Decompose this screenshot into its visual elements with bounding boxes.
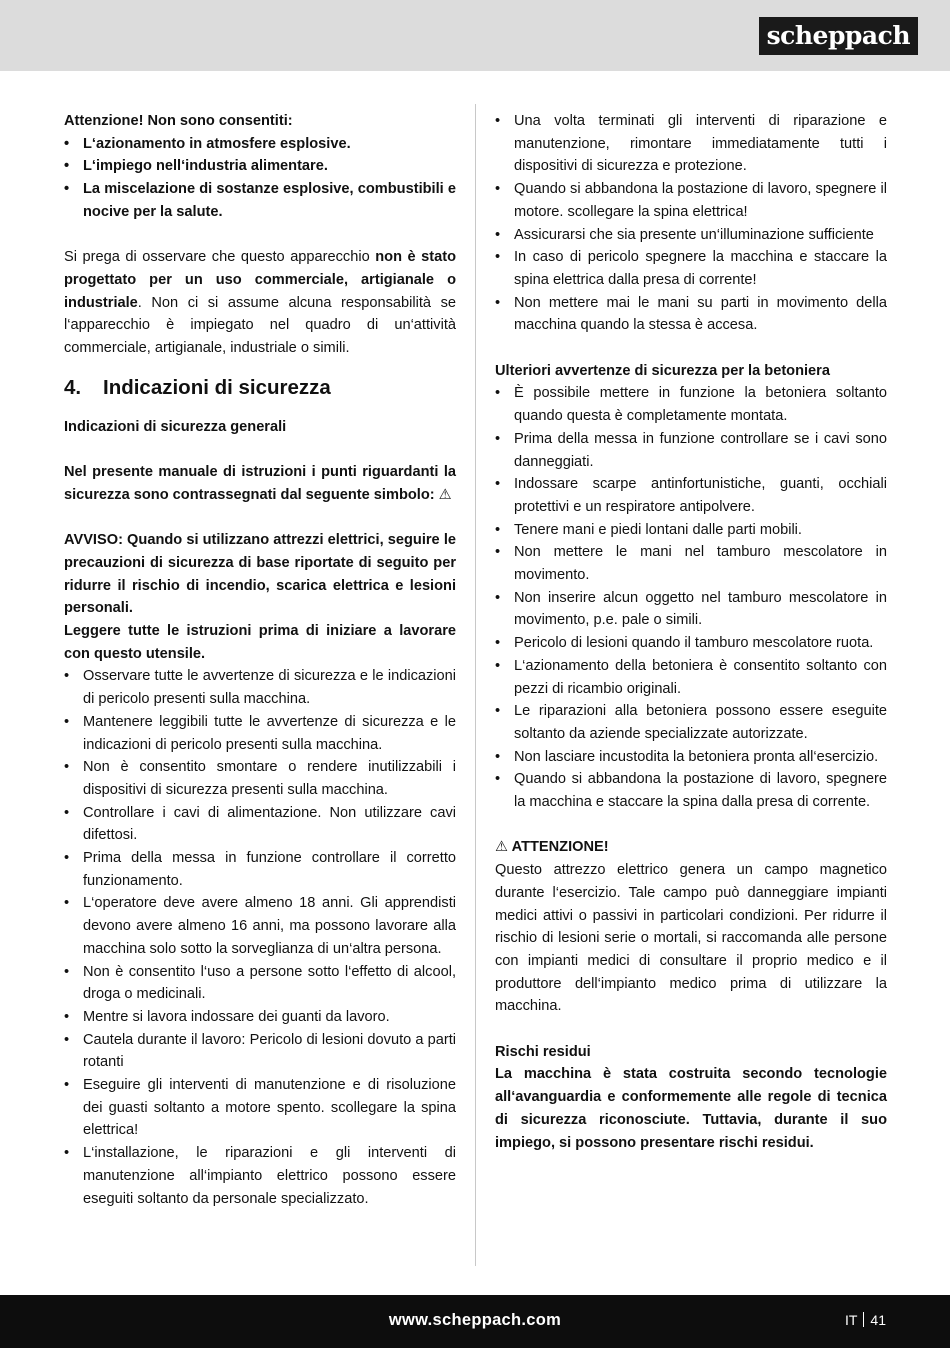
list-item: • Non mettere mai le mani su parti in movimento della macchina quando la stessa è accesa. [495, 292, 887, 337]
list-item: • Assicurarsi che sia presente un‘illuminazione sufficiente [495, 224, 887, 247]
list-item: • L‘impiego nell‘industria alimentare. [64, 155, 456, 178]
symbol-intro: Nel presente manuale di istruzioni i punti riguardanti la sicurezza sono contrassegnati dal seguente simbolo: ⚠ [64, 464, 456, 503]
list-item: • Quando si abbandona la postazione di lavoro, spegnere il motore. scollegare la spina elettrica! [495, 178, 887, 223]
list-item: • Non è consentito l‘uso a persone sotto l‘effetto di alcool, droga o medicinali. [64, 961, 456, 1006]
list-item: • L‘azionamento in atmosfere esplosive. [64, 133, 456, 156]
list-item: • Pericolo di lesioni quando il tamburo mescolatore ruota. [495, 632, 887, 655]
list-item: • Prima della messa in funzione controllare se i cavi sono danneggiati. [495, 428, 887, 473]
column-divider [475, 104, 476, 1266]
list-item: • Non mettere le mani nel tamburo mescolatore in movimento. [495, 541, 887, 586]
section-heading [64, 374, 456, 402]
list-item: • Eseguire gli interventi di manutenzione e di risoluzione dei guasti soltanto a motore spento. scollegare la spina elettrica! [64, 1074, 456, 1142]
list-item: • Mentre si lavora indossare dei guanti da lavoro. [64, 1006, 456, 1029]
left-column [64, 110, 456, 1210]
attention-paragraph: Questo attrezzo elettrico genera un campo magnetico durante l‘esercizio. Tale campo può danneggiare impianti medici attivi o passivi in particolari condizioni. Per ridurre il rischio di lesioni serie o mortali, si raccomanda alle persone con impianti medici di consultare il proprio medico e il produttore dell‘impianto medico prima di utilizzare la macchina. [495, 862, 887, 1015]
list-item: • La miscelazione di sostanze esplosive, combustibili e nocive per la salute. [64, 178, 456, 223]
residual-paragraph: La macchina è stata costruita secondo tecnologie all‘avanguardia e conformemente alle regole di tecnica di sicurezza riconosciute. Tuttavia, durante il suo impiego, si possono presentare rischi residui. [495, 1066, 887, 1151]
section-number: 4. [64, 375, 82, 399]
list-item: • L‘azionamento della betoniera è consentito soltanto con pezzi di ricambio originali. [495, 655, 887, 700]
list-item: • L‘installazione, le riparazioni e gli interventi di manutenzione all‘impianto elettrico possono essere eseguiti soltanto da personale specializzato. [64, 1142, 456, 1210]
website-link[interactable]: www.scheppach.com [388, 1311, 562, 1329]
list-item: • Mantenere leggibili tutte le avvertenze di sicurezza e le indicazioni di pericolo presenti sulla macchina. [64, 711, 456, 756]
residual-heading: Rischi residui [495, 1043, 591, 1060]
warning-triangle-icon: ⚠ [438, 486, 452, 503]
page-header [0, 0, 950, 71]
list-item: • Osservare tutte le avvertenze di sicurezza e le indicazioni di pericolo presenti sulla macchina. [64, 665, 456, 710]
list-item: • Indossare scarpe antinfortunistiche, guanti, occhiali protettivi e un respiratore antipolvere. [495, 473, 887, 518]
list-item: • L‘operatore deve avere almeno 18 anni. Gli apprendisti devono avere almeno 16 anni, ma possono lavorare alla macchina solo sotto la sorveglianza di un‘altra persona. [64, 892, 456, 960]
list-item: • Prima della messa in funzione controllare il corretto funzionamento. [64, 847, 456, 892]
list-item: • Tenere mani e piedi lontani dalle parti mobili. [495, 519, 887, 542]
attention-heading: ⚠ ATTENZIONE! [495, 839, 609, 856]
mixer-heading: Ulteriori avvertenze di sicurezza per la betoniera [495, 362, 830, 379]
avviso-paragraph: AVVISO: Quando si utilizzano attrezzi elettrici, seguire le precauzioni di sicurezza di base riportate di seguito per ridurre il rischio di incendio, scarica elettrica e lesioni personali. [64, 532, 456, 617]
attention-title: Attenzione! Non sono consentiti: [64, 113, 293, 129]
section-title: Indicazioni di sicurezza [103, 375, 331, 399]
general-safety-heading: Indicazioni di sicurezza generali [64, 418, 287, 435]
list-item: • Una volta terminati gli interventi di riparazione e manutenzione, rimontare immediatamente tutti i dispositivi di sicurezza e protezione. [495, 110, 887, 178]
safety-list [64, 665, 456, 1210]
warning-triangle-icon: ⚠ [495, 839, 509, 856]
list-item: • Non lasciare incustodita la betoniera pronta all‘esercizio. [495, 746, 887, 769]
mixer-list [495, 382, 887, 813]
list-item: • Quando si abbandona la postazione di lavoro, spegnere la macchina e staccare la spina dalla presa di corrente. [495, 768, 887, 813]
list-item: • Cautela durante il lavoro: Pericolo di lesioni dovuto a parti rotanti [64, 1029, 456, 1074]
list-item: • Non è consentito smontare o rendere inutilizzabili i dispositivi di sicurezza presenti sulla macchina. [64, 756, 456, 801]
top-safety-list [495, 110, 887, 337]
list-item: • In caso di pericolo spegnere la macchina e staccare la spina elettrica dalla presa di corrente! [495, 246, 887, 291]
list-item: • È possibile mettere in funzione la betoniera soltanto quando questa è completamente montata. [495, 382, 887, 427]
page-number: IT 41 [844, 1312, 886, 1328]
read-all-paragraph: Leggere tutte le istruzioni prima di iniziare a lavorare con questo utensile. [64, 623, 456, 662]
right-column [495, 110, 887, 1154]
list-item: • Le riparazioni alla betoniera possono essere eseguite soltanto da aziende specializzate autorizzate. [495, 700, 887, 745]
list-item: • Non inserire alcun oggetto nel tamburo mescolatore in movimento, p.e. pale o simili. [495, 587, 887, 632]
scheppach-logo: scheppach [759, 17, 918, 55]
list-item: • Controllare i cavi di alimentazione. Non utilizzare cavi difettosi. [64, 802, 456, 847]
attention-list [64, 133, 456, 224]
usage-paragraph: Si prega di osservare che questo apparecchio non è stato progettato per un uso commerciale, artigianale o industriale. Non ci si assume alcuna responsabilità se l‘apparecchio è impiegato nel quadro di un‘attività commerciale, artigianale, industriale o simili. [64, 249, 456, 357]
page-footer [0, 1295, 950, 1348]
